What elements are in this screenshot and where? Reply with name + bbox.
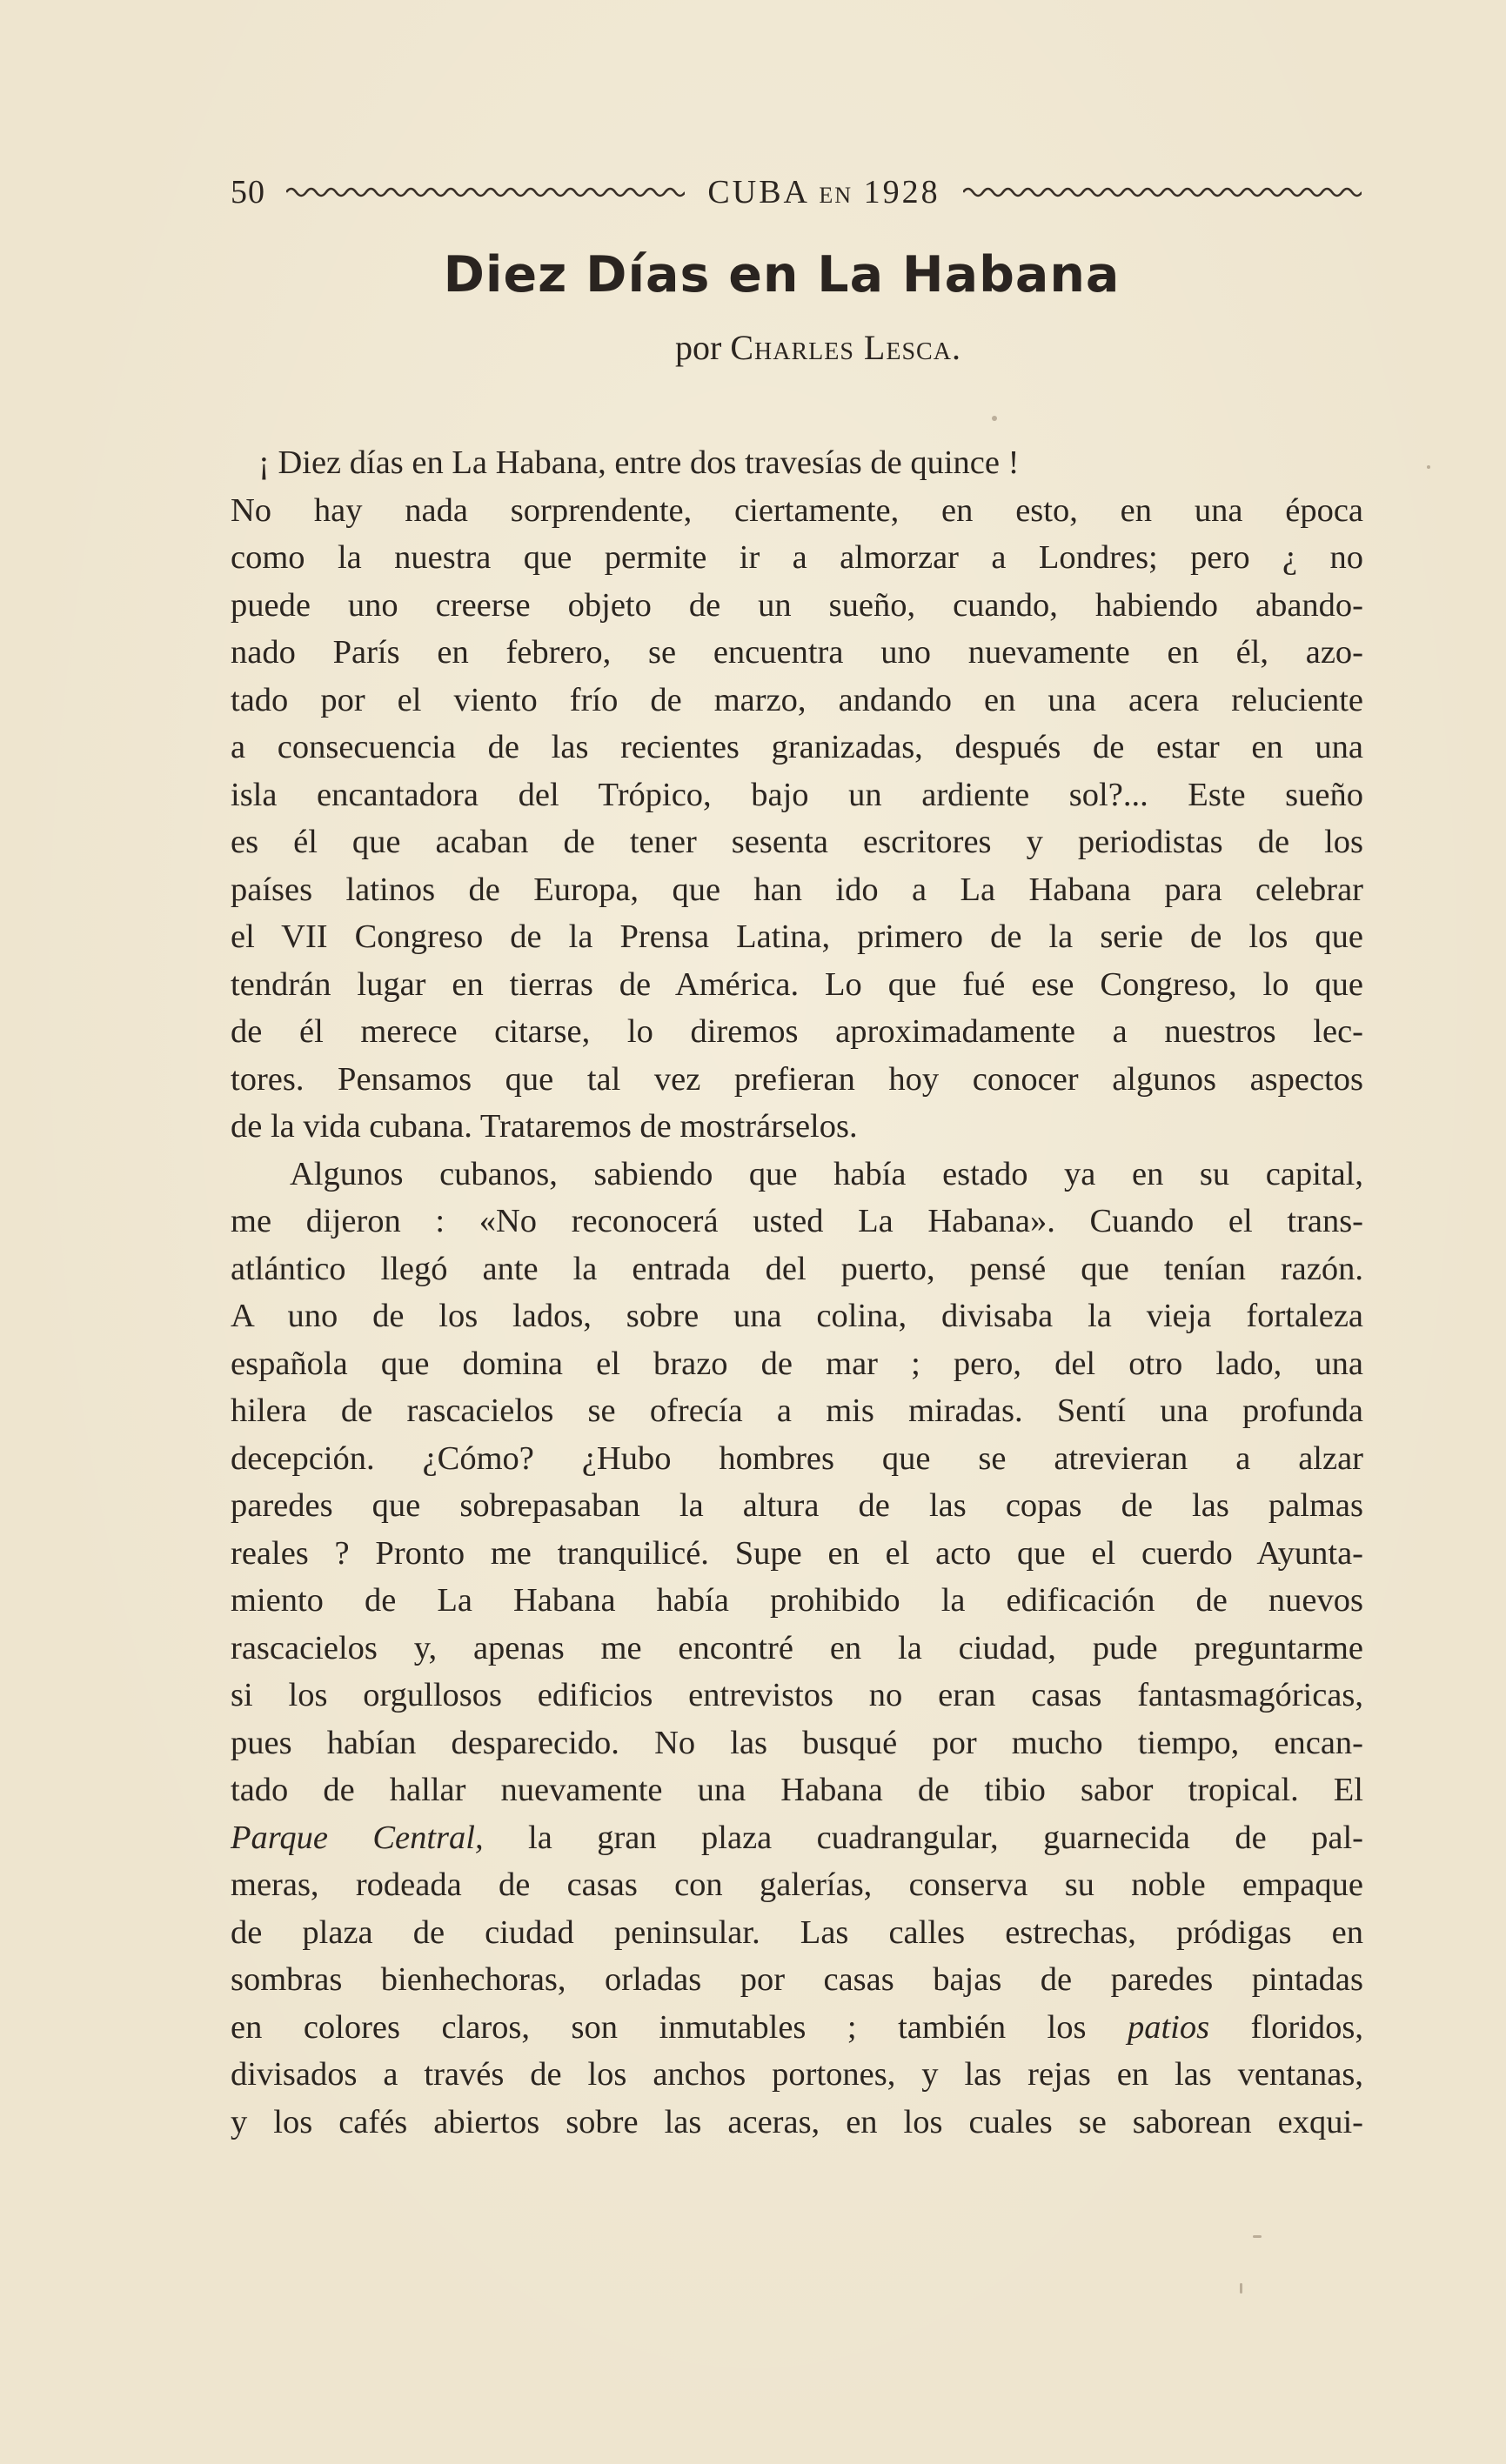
text-run: la gran plaza cuadrangular, guarnecida de pal- <box>483 1819 1363 1856</box>
text-line: decepción. ¿Cómo? ¿Hubo hombres que se atrevieran a alzar <box>231 1439 1363 1477</box>
text-line: tores. Pensamos que tal vez prefieran hoy conocer algunos aspectos <box>231 1060 1363 1098</box>
text-line: si los orgullosos edificios entrevistos no eran casas fantasmagóricas, <box>231 1677 1363 1713</box>
text-line: el VII Congreso de la Prensa Latina, primero de la serie de los que <box>231 918 1363 955</box>
text-line: española que domina el brazo de mar ; pero, del otro lado, una <box>231 1345 1363 1382</box>
text-line: paredes que sobrepasaban la altura de las copas de las palmas <box>231 1487 1363 1524</box>
text-line: me dijeron : «No reconocerá usted La Habana». Cuando el trans- <box>231 1203 1363 1239</box>
text-line: sombras bienhechoras, orladas por casas bajas de paredes pintadas <box>231 1961 1363 1998</box>
ink-speck <box>992 416 997 421</box>
text-run: floridos, <box>1209 2008 1363 2046</box>
byline-prefix: por <box>675 328 722 367</box>
text-line: de plaza de ciudad peninsular. Las calles estrechas, pródigas en <box>231 1913 1363 1951</box>
text-line <box>231 1814 1363 1862</box>
italic-term-parque-central: Parque Central, <box>231 1819 484 1856</box>
author-name: Charles Lesca. <box>730 328 961 367</box>
paragraph-1 <box>231 439 1363 1151</box>
ink-speck <box>1240 2283 1242 2294</box>
text-line: tado por el viento frío de marzo, andando en una acera reluciente <box>231 681 1363 718</box>
text-line: países latinos de Europa, que han ido a La Habana para celebrar <box>231 871 1363 908</box>
text-run: en colores claros, son inmutables ; también los <box>231 2008 1128 2046</box>
text-line: tado de hallar nuevamente una Habana de tibio sabor tropical. El <box>231 1772 1363 1808</box>
text-line <box>231 2004 1363 2052</box>
journal-year: 1928 <box>863 174 940 210</box>
text-line: tendrán lugar en tierras de América. Lo que fué ese Congreso, lo que <box>231 965 1363 1003</box>
text-line: rascacielos y, apenas me encontré en la ciudad, pude preguntarme <box>231 1629 1363 1666</box>
text-line: hilera de rascacielos se ofrecía a mis miradas. Sentí una profunda <box>231 1392 1363 1429</box>
text-line: puede uno creerse objeto de un sueño, cuando, habiendo abando- <box>231 586 1363 624</box>
article-title: Diez Días en La Habana <box>443 246 1121 304</box>
text-line: es él que acaban de tener sesenta escritores y periodistas de los <box>231 824 1363 860</box>
article-body <box>231 439 1363 2146</box>
page-number: 50 <box>231 174 265 210</box>
text-line: isla encantadora del Trópico, bajo un ardiente sol?... Este sueño <box>231 776 1363 813</box>
text-line: A uno de los lados, sobre una colina, divisaba la vieja fortaleza <box>231 1298 1363 1334</box>
text-line: Algunos cubanos, sabiendo que había estado ya en su capital, <box>290 1155 1363 1192</box>
journal-name: CUBA <box>707 174 808 210</box>
text-line: de él merece citarse, lo diremos aproximadamente a nuestros lec- <box>231 1013 1363 1050</box>
byline <box>0 327 1506 368</box>
text-line: miento de La Habana había prohibido la edificación de nuevos <box>231 1582 1363 1619</box>
text-line: como la nuestra que permite ir a almorzar a Londres; pero ¿ no <box>231 539 1363 576</box>
text-line: divisados a través de los anchos portones, y las rejas en las ventanas, <box>231 2056 1363 2093</box>
wavy-ornament-right <box>963 184 1362 201</box>
wavy-ornament-left <box>286 184 685 201</box>
text-line: pues habían desparecido. No las busqué por mucho tiempo, encan- <box>231 1724 1363 1761</box>
text-line: reales ? Pronto me tranquilicé. Supe en el acto que el cuerdo Ayunta- <box>231 1534 1363 1572</box>
text-line: nado París en febrero, se encuentra uno nuevamente en él, azo- <box>231 634 1363 671</box>
ink-speck <box>1253 2235 1262 2238</box>
journal-title <box>707 173 940 211</box>
text-line: meras, rodeada de casas con galerías, conserva su noble empaque <box>231 1866 1363 1903</box>
paragraph-2 <box>231 1151 1363 2147</box>
ink-speck <box>1427 465 1430 469</box>
journal-en: EN <box>819 183 853 208</box>
text-line: de la vida cubana. Trataremos de mostrárselos. <box>231 1108 858 1145</box>
text-line: atlántico llegó ante la entrada del puerto, pensé que tenían razón. <box>231 1250 1363 1287</box>
text-line: No hay nada sorprendente, ciertamente, en esto, en una época <box>231 491 1363 529</box>
text-line: ¡ Diez días en La Habana, entre dos travesías de quince ! <box>258 444 1020 481</box>
text-line: a consecuencia de las recientes granizadas, después de estar en una <box>231 729 1363 765</box>
text-line: y los cafés abiertos sobre las aceras, en los cuales se saborean exqui- <box>231 2103 1363 2140</box>
italic-term-patios: patios <box>1127 2008 1210 2046</box>
running-head <box>231 170 1362 214</box>
